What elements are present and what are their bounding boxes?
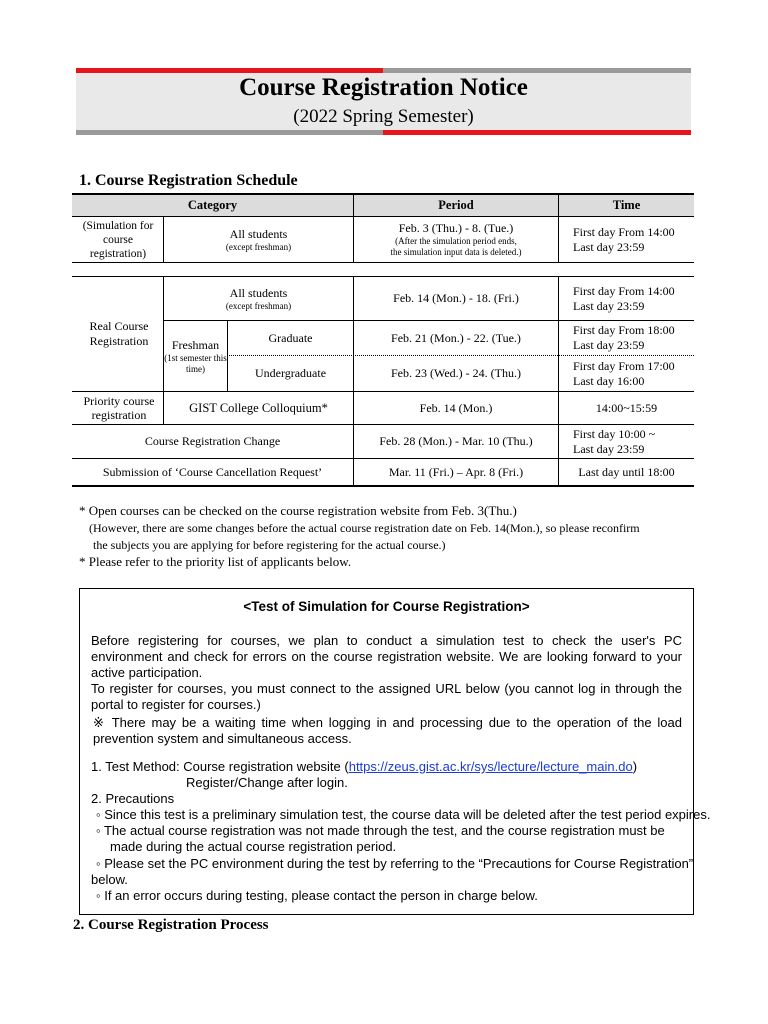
change-time-cell <box>559 425 694 458</box>
graduate-period: Feb. 21 (Mon.) - 22. (Tue.) <box>391 330 521 345</box>
priority-label: Priority course registration <box>83 394 155 422</box>
simulation-group-cell <box>164 217 353 262</box>
undergraduate-period: Feb. 23 (Wed.) - 24. (Thu.) <box>390 366 521 380</box>
registration-website-link[interactable]: https://zeus.gist.ac.kr/sys/lecture/lecture_main.do <box>348 759 633 774</box>
freshman-note: (1st semester this time) <box>164 352 227 374</box>
note-changes: (However, there are some changes before the actual course registration date on Feb. 14(Mon.), so please reconfirm <box>89 521 640 535</box>
change-label: Course Registration Change <box>144 434 281 448</box>
simulation-group-note: (except freshman) <box>225 241 292 252</box>
real-all-time-2: Last day 23:59 <box>573 298 645 313</box>
precaution-bullet-3a: ◦ Please set the PC environment during the test by referring to the “Precautions for Course Registration” <box>96 856 694 871</box>
change-time-2: Last day 23:59 <box>573 441 645 456</box>
table-border <box>72 485 694 487</box>
banner-accent-gray-bottom <box>76 130 383 135</box>
precaution-bullet-3b: below. <box>91 872 128 887</box>
simulation-period: Feb. 3 (Thu.) - 8. (Tue.) <box>398 221 514 235</box>
simulation-time-1: First day From 14:00 <box>573 224 675 239</box>
table-divider <box>72 262 694 263</box>
real-all-students-cell <box>164 277 353 320</box>
page-title: Course Registration Notice <box>239 74 528 101</box>
simulation-paragraph-3: ※ There may be a waiting time when logging in and processing due to the operation of the load prevention system and simultaneous access. <box>93 715 682 746</box>
simulation-paragraph-1: Before registering for courses, we plan to conduct a simulation test to check the user's PC environment and check for errors on the course registration website. We are looking forward to your active participation. <box>91 633 682 680</box>
simulation-group: All students <box>229 226 288 241</box>
graduate-label: Graduate <box>268 330 313 345</box>
freshman-cell <box>164 321 227 391</box>
test-method-prefix: 1. Test Method: Course registration website ( <box>91 759 349 774</box>
banner-accent-red-bottom <box>383 130 691 135</box>
undergraduate-label: Undergraduate <box>254 366 327 380</box>
change-period: Feb. 28 (Mon.) - Mar. 10 (Thu.) <box>379 434 533 448</box>
undergraduate-time-2: Last day 16:00 <box>573 373 645 388</box>
undergraduate-time-1: First day From 17:00 <box>573 358 675 373</box>
cancel-period: Mar. 11 (Fri.) – Apr. 8 (Fri.) <box>388 464 524 479</box>
test-method-line <box>91 759 691 775</box>
precaution-bullet-2b: made during the actual course registration period. <box>110 839 397 854</box>
precaution-bullet-4: ◦ If an error occurs during testing, please contact the person in charge below. <box>96 888 538 903</box>
precaution-bullet-1: ◦ Since this test is a preliminary simulation test, the course data will be deleted after the test period expires. <box>96 807 711 822</box>
simulation-period-cell <box>354 217 558 262</box>
precautions-heading: 2. Precautions <box>91 791 175 806</box>
freshman-label: Freshman <box>171 337 220 352</box>
section-2-heading: 2. Course Registration Process <box>73 917 269 933</box>
graduate-time-1: First day From 18:00 <box>573 323 675 337</box>
priority-group: GIST College Colloquium* <box>189 400 328 415</box>
real-all-students: All students <box>229 285 288 300</box>
graduate-time-cell <box>559 321 694 355</box>
banner-accent-red-top <box>76 68 383 73</box>
cancel-label: Submission of ‘Course Cancellation Request’ <box>102 464 323 479</box>
header-period: Period <box>438 197 474 212</box>
real-all-students-note: (except freshman) <box>225 300 292 311</box>
real-all-time-1: First day From 14:00 <box>573 283 675 298</box>
real-all-time-cell <box>559 277 694 320</box>
real-all-period: Feb. 14 (Mon.) - 18. (Fri.) <box>393 291 519 305</box>
simulation-label: (Simulation for course registration) <box>82 219 154 260</box>
note-priority-list: * Please refer to the priority list of applicants below. <box>79 554 352 569</box>
real-registration-label: Real Course Registration <box>89 319 149 348</box>
precaution-bullet-2a: ◦ The actual course registration was not made through the test, and the course registration must be <box>96 823 665 838</box>
section-1-heading: 1. Course Registration Schedule <box>79 172 298 189</box>
simulation-time-cell <box>559 217 694 262</box>
schedule-table <box>72 193 694 487</box>
simulation-paragraph-2: To register for courses, you must connect to the assigned URL below (you cannot log in through the portal to register for courses.) <box>91 681 682 712</box>
page-subtitle: (2022 Spring Semester) <box>293 106 474 127</box>
note-open-courses: * Open courses can be checked on the course registration website from Feb. 3(Thu.) <box>79 503 517 518</box>
simulation-period-note-2: the simulation input data is deleted.) <box>390 247 522 257</box>
change-time-1: First day 10:00 ~ <box>573 426 656 441</box>
test-method-suffix: ) <box>632 759 638 774</box>
simulation-period-note-1: (After the simulation period ends, <box>395 236 517 246</box>
simulation-box-title: <Test of Simulation for Course Registration> <box>243 599 530 614</box>
cancel-time: Last day until 18:00 <box>578 464 675 479</box>
header-category: Category <box>187 197 238 212</box>
priority-period: Feb. 14 (Mon.) <box>419 400 493 415</box>
priority-time: 14:00~15:59 <box>595 400 658 415</box>
note-reconfirm: the subjects you are applying for before registering for the actual course.) <box>93 538 446 552</box>
simulation-time-2: Last day 23:59 <box>573 239 645 254</box>
header-time: Time <box>612 197 641 212</box>
banner-accent-gray-top <box>383 68 691 73</box>
test-method-line-2: Register/Change after login. <box>186 775 348 790</box>
graduate-time-2: Last day 23:59 <box>573 338 645 352</box>
undergraduate-time-cell <box>559 356 694 391</box>
